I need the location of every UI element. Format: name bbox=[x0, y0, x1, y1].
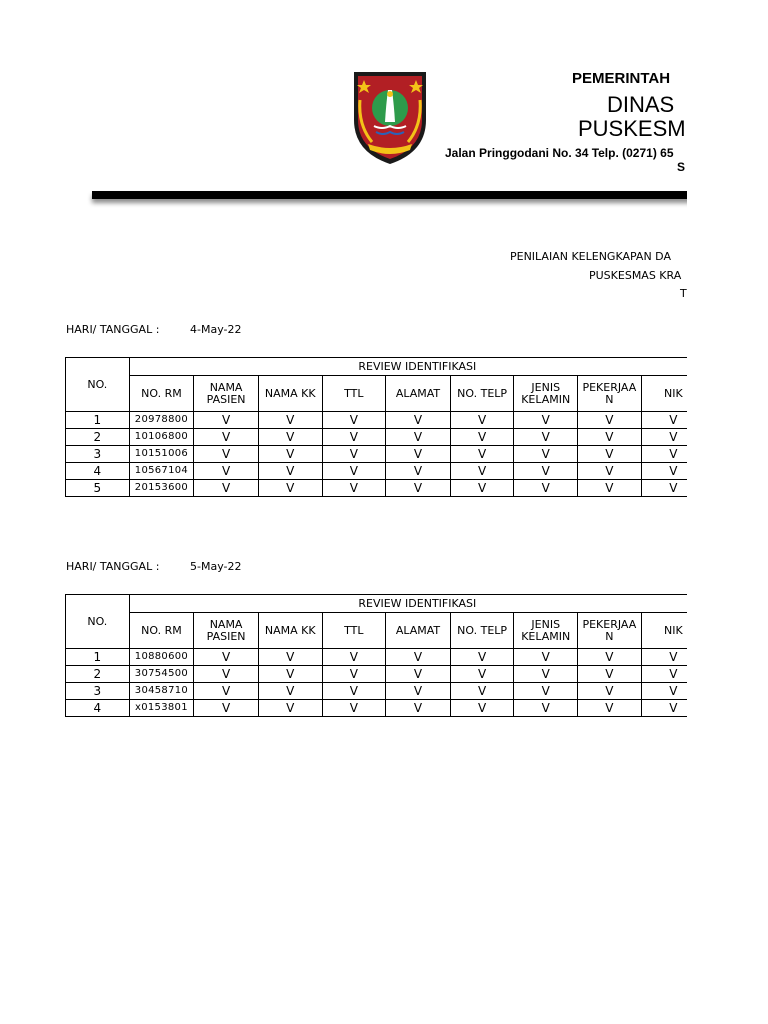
row-check-cell: V bbox=[258, 649, 322, 666]
col-pekerjaan-header: PEKERJAA N bbox=[578, 376, 642, 412]
row-check-cell: V bbox=[514, 446, 578, 463]
col-jenis-kelamin-header: JENIS KELAMIN bbox=[514, 376, 578, 412]
header-line1: PEMERINTAH bbox=[572, 70, 671, 87]
row-number: 3 bbox=[66, 683, 130, 700]
header-divider bbox=[92, 191, 687, 199]
col-no-header: NO. bbox=[66, 358, 130, 412]
table-row bbox=[66, 649, 688, 666]
row-number: 2 bbox=[66, 666, 130, 683]
col-alamat-header: ALAMAT bbox=[386, 376, 451, 412]
row-check-cell: V bbox=[194, 700, 259, 717]
review-identifikasi-header: REVIEW IDENTIFIKASI bbox=[129, 595, 687, 613]
col-jenis-kelamin-header: JENIS KELAMIN bbox=[514, 613, 578, 649]
row-check-cell: V bbox=[194, 480, 259, 497]
col-nik-header: NIK bbox=[641, 376, 687, 412]
row-no-rm: 10567104 bbox=[129, 463, 194, 480]
city-emblem-logo bbox=[352, 70, 428, 166]
row-check-cell: V bbox=[194, 446, 259, 463]
title-line2: PUSKESMAS KRA bbox=[589, 269, 682, 282]
row-check-cell: V bbox=[194, 429, 259, 446]
title-line1: PENILAIAN KELENGKAPAN DA bbox=[510, 250, 671, 263]
row-no-rm: 30458710 bbox=[129, 683, 194, 700]
row-check-cell: V bbox=[258, 429, 322, 446]
review-table-1 bbox=[65, 357, 687, 497]
row-check-cell: V bbox=[322, 683, 386, 700]
row-check-cell: V bbox=[450, 429, 514, 446]
col-no-rm-header: NO. RM bbox=[129, 376, 194, 412]
row-check-cell: V bbox=[641, 463, 687, 480]
row-check-cell: V bbox=[578, 429, 642, 446]
row-check-cell: V bbox=[514, 666, 578, 683]
row-check-cell: V bbox=[641, 666, 687, 683]
row-check-cell: V bbox=[322, 480, 386, 497]
row-check-cell: V bbox=[641, 480, 687, 497]
row-check-cell: V bbox=[578, 446, 642, 463]
col-ttl-header: TTL bbox=[322, 376, 386, 412]
row-no-rm: 20153600 bbox=[129, 480, 194, 497]
row-check-cell: V bbox=[450, 683, 514, 700]
row-check-cell: V bbox=[450, 666, 514, 683]
row-check-cell: V bbox=[322, 700, 386, 717]
row-check-cell: V bbox=[386, 463, 451, 480]
row-check-cell: V bbox=[450, 463, 514, 480]
row-check-cell: V bbox=[386, 683, 451, 700]
row-no-rm: 10106800 bbox=[129, 429, 194, 446]
row-check-cell: V bbox=[514, 412, 578, 429]
table-row bbox=[66, 412, 688, 429]
table-row bbox=[66, 463, 688, 480]
row-check-cell: V bbox=[194, 649, 259, 666]
row-check-cell: V bbox=[641, 700, 687, 717]
row-no-rm: x0153801 bbox=[129, 700, 194, 717]
row-number: 1 bbox=[66, 649, 130, 666]
header-address2: S bbox=[677, 160, 686, 174]
row-check-cell: V bbox=[641, 446, 687, 463]
row-no-rm: 10151006 bbox=[129, 446, 194, 463]
row-check-cell: V bbox=[514, 649, 578, 666]
table-row bbox=[66, 446, 688, 463]
col-no-header: NO. bbox=[66, 595, 130, 649]
row-check-cell: V bbox=[322, 412, 386, 429]
row-check-cell: V bbox=[194, 666, 259, 683]
row-check-cell: V bbox=[578, 463, 642, 480]
row-check-cell: V bbox=[258, 666, 322, 683]
row-number: 4 bbox=[66, 463, 130, 480]
row-check-cell: V bbox=[641, 412, 687, 429]
date-value: 4-May-22 bbox=[190, 323, 242, 336]
col-nama-kk-header: NAMA KK bbox=[258, 376, 322, 412]
row-check-cell: V bbox=[386, 649, 451, 666]
row-check-cell: V bbox=[386, 446, 451, 463]
row-check-cell: V bbox=[450, 700, 514, 717]
col-alamat-header: ALAMAT bbox=[386, 613, 451, 649]
row-check-cell: V bbox=[258, 412, 322, 429]
row-no-rm: 30754500 bbox=[129, 666, 194, 683]
row-check-cell: V bbox=[514, 463, 578, 480]
row-check-cell: V bbox=[386, 429, 451, 446]
row-check-cell: V bbox=[578, 412, 642, 429]
row-check-cell: V bbox=[641, 683, 687, 700]
row-check-cell: V bbox=[514, 480, 578, 497]
row-number: 1 bbox=[66, 412, 130, 429]
table-row bbox=[66, 480, 688, 497]
row-number: 5 bbox=[66, 480, 130, 497]
row-check-cell: V bbox=[258, 700, 322, 717]
title-line3: T bbox=[680, 287, 687, 300]
header-line2: DINAS bbox=[607, 92, 675, 117]
row-check-cell: V bbox=[194, 463, 259, 480]
row-check-cell: V bbox=[258, 683, 322, 700]
table-row bbox=[66, 429, 688, 446]
row-no-rm: 20978800 bbox=[129, 412, 194, 429]
row-check-cell: V bbox=[578, 666, 642, 683]
row-check-cell: V bbox=[322, 446, 386, 463]
table-row bbox=[66, 700, 688, 717]
row-no-rm: 10880600 bbox=[129, 649, 194, 666]
row-number: 2 bbox=[66, 429, 130, 446]
table-row bbox=[66, 666, 688, 683]
col-no-telp-header: NO. TELP bbox=[450, 613, 514, 649]
row-check-cell: V bbox=[450, 649, 514, 666]
row-check-cell: V bbox=[322, 649, 386, 666]
row-check-cell: V bbox=[450, 412, 514, 429]
date-label: HARI/ TANGGAL : bbox=[66, 323, 160, 336]
row-check-cell: V bbox=[194, 683, 259, 700]
row-check-cell: V bbox=[450, 480, 514, 497]
row-check-cell: V bbox=[578, 683, 642, 700]
row-check-cell: V bbox=[386, 700, 451, 717]
row-check-cell: V bbox=[641, 649, 687, 666]
table-row bbox=[66, 683, 688, 700]
row-check-cell: V bbox=[641, 429, 687, 446]
row-check-cell: V bbox=[578, 480, 642, 497]
row-check-cell: V bbox=[514, 683, 578, 700]
row-check-cell: V bbox=[578, 700, 642, 717]
row-check-cell: V bbox=[386, 480, 451, 497]
row-check-cell: V bbox=[514, 700, 578, 717]
row-check-cell: V bbox=[514, 429, 578, 446]
row-check-cell: V bbox=[194, 412, 259, 429]
col-nik-header: NIK bbox=[641, 613, 687, 649]
row-check-cell: V bbox=[450, 446, 514, 463]
col-nama-kk-header: NAMA KK bbox=[258, 613, 322, 649]
row-number: 4 bbox=[66, 700, 130, 717]
row-check-cell: V bbox=[322, 666, 386, 683]
col-pekerjaan-header: PEKERJAA N bbox=[578, 613, 642, 649]
review-identifikasi-header: REVIEW IDENTIFIKASI bbox=[129, 358, 687, 376]
col-nama-pasien-header: NAMA PASIEN bbox=[194, 376, 259, 412]
row-check-cell: V bbox=[578, 649, 642, 666]
header-line3: PUSKESM bbox=[578, 116, 686, 141]
col-no-telp-header: NO. TELP bbox=[450, 376, 514, 412]
row-number: 3 bbox=[66, 446, 130, 463]
row-check-cell: V bbox=[322, 463, 386, 480]
col-nama-pasien-header: NAMA PASIEN bbox=[194, 613, 259, 649]
date-label: HARI/ TANGGAL : bbox=[66, 560, 160, 573]
review-table-2 bbox=[65, 594, 687, 717]
row-check-cell: V bbox=[258, 480, 322, 497]
row-check-cell: V bbox=[322, 429, 386, 446]
row-check-cell: V bbox=[258, 446, 322, 463]
col-no-rm-header: NO. RM bbox=[129, 613, 194, 649]
row-check-cell: V bbox=[258, 463, 322, 480]
col-ttl-header: TTL bbox=[322, 613, 386, 649]
row-check-cell: V bbox=[386, 666, 451, 683]
row-check-cell: V bbox=[386, 412, 451, 429]
header-address: Jalan Pringgodani No. 34 Telp. (0271) 65 bbox=[445, 146, 674, 160]
date-value: 5-May-22 bbox=[190, 560, 242, 573]
